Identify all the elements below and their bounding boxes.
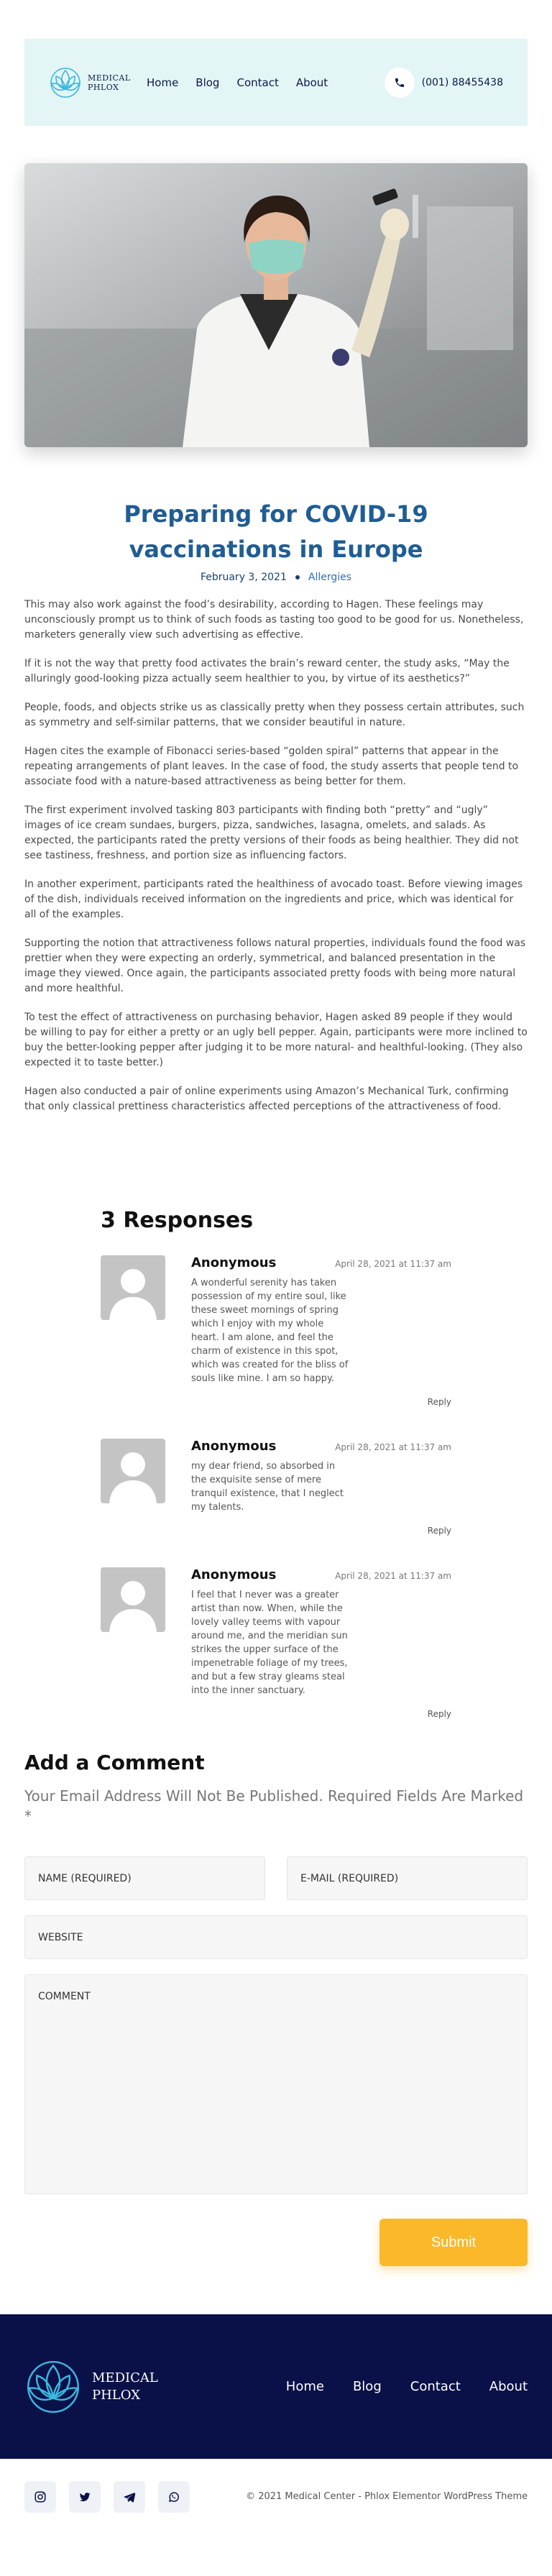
name-email-row: [24, 1856, 528, 1900]
nav-contact[interactable]: Contact: [236, 75, 279, 89]
article-paragraph: People, foods, and objects strike us as classically pretty when they possess certain attributes, such as symmetry and self-similar patterns, that we consider beautiful in nature.: [24, 702, 525, 728]
comment-author: Anonymous: [191, 1567, 277, 1582]
footer-wordmark: [92, 2370, 158, 2404]
twitter-icon[interactable]: [69, 2481, 101, 2513]
article-paragraph: In another experiment, participants rated the healthiness of avocado toast. Before viewing images of the dish, individuals received information on the ingredients and price, which was identical for all of the examples.: [24, 879, 523, 920]
article-paragraph: If it is not the way that pretty food activates the brain’s reward center, the study asks, “May the alluringly good-looking pizza actually seem healthier to you, by virtue of its aesthetics?”: [24, 658, 510, 684]
comment-date: April 28, 2021 at 11:37 am: [335, 1442, 451, 1452]
user-placeholder-icon: [101, 1439, 165, 1503]
reply-link[interactable]: Reply: [427, 1526, 451, 1536]
comment-author: Anonymous: [191, 1439, 277, 1454]
scientist-photo: [24, 163, 528, 447]
comment-header: [191, 1255, 451, 1270]
comment-content: [191, 1439, 451, 1536]
article-paragraph: To test the effect of attractiveness on purchasing behavior, Hagen asked 89 people if they would be willing to pay for either a pretty or an ugly bell pepper. Again, participants were more inclined to buy the better-looking pepper after judging it to be more natural- and healthful-looking. (They also expected it to taste better.): [24, 1012, 528, 1068]
whatsapp-icon[interactable]: [158, 2481, 190, 2513]
comment-content: [191, 1567, 451, 1719]
article-paragraph: Hagen cites the example of Fibonacci series-based “golden spiral” patterns that appear in the repeating arrangements of plant leaves. In the case of food, the study asserts that people tend to associate food with a nature-based attractiveness as being better for them.: [24, 746, 519, 787]
nav-about[interactable]: About: [295, 75, 328, 89]
nav-blog[interactable]: Blog: [196, 75, 220, 89]
reply-link[interactable]: Reply: [427, 1709, 451, 1719]
comment-item: [101, 1255, 451, 1407]
comment-textarea[interactable]: COMMENT: [24, 1974, 528, 2194]
main-nav: [147, 76, 328, 89]
comment-text: my dear friend, so absorbed in the exquisite sense of mere tranquil existence, that I neglect my talents.: [191, 1461, 344, 1513]
footer-logo-line-1: MEDICAL: [92, 2370, 158, 2385]
logo-wordmark: [88, 73, 131, 92]
reply-link[interactable]: Reply: [427, 1397, 451, 1407]
footer-nav: [286, 2379, 528, 2394]
site-header-wrapper: [0, 0, 552, 126]
article-category-link[interactable]: Allergies: [308, 572, 352, 583]
comment-form-note: Your Email Address Will Not Be Published. Required Fields Are Marked *: [24, 1787, 524, 1825]
comment-header: [191, 1567, 451, 1582]
logo-line-2: PHLOX: [88, 82, 119, 92]
avatar: [101, 1439, 165, 1503]
social-links: [24, 2481, 190, 2513]
responses-section: [101, 1208, 451, 1719]
user-placeholder-icon: [101, 1567, 165, 1632]
footer-logo-line-2: PHLOX: [92, 2387, 141, 2403]
site-footer: [0, 2314, 552, 2459]
footer-bottom-bar: [0, 2459, 552, 2534]
article-paragraph: The first experiment involved tasking 803 participants with finding both “pretty” and “ugly” images of ice cream sundaes, burgers, pizza, sandwiches, lasagna, omelets, and salads. As expected, the participants rated the pretty versions of their foods as being healthier. They did not see tastiness, freshness, and portion size as influencing factors.: [24, 805, 519, 861]
article-date: February 3, 2021: [200, 572, 287, 583]
phone-icon: [385, 68, 415, 98]
lotus-logo-icon: [24, 2358, 82, 2416]
email-field[interactable]: E-MAIL (REQUIRED): [287, 1856, 528, 1900]
telegram-icon[interactable]: [114, 2481, 145, 2513]
comment-form-heading: Add a Comment: [24, 1751, 205, 1774]
logo-line-1: MEDICAL: [88, 73, 131, 83]
footer-nav-contact[interactable]: Contact: [410, 2379, 461, 2394]
website-field[interactable]: WEBSITE: [24, 1915, 528, 1959]
phone-number: (001) 88455438: [421, 76, 503, 88]
comment-text: A wonderful serenity has taken possession of my entire soul, like these sweet mornings of spring which I enjoy with my whole heart. I am alone, and feel the charm of existence in this spot, which was created for the bliss of souls like mine. I am so happy.: [191, 1278, 349, 1384]
submit-button[interactable]: Submit: [380, 2219, 528, 2266]
comment-header: [191, 1439, 451, 1454]
phone-link[interactable]: [385, 68, 503, 98]
footer-nav-about[interactable]: About: [489, 2379, 528, 2394]
article-body: [24, 597, 528, 1114]
comment-author: Anonymous: [191, 1255, 277, 1270]
comment-text: I feel that I never was a greater artist than now. When, while the lovely valley teems with vapour around me, and the meridian sun strikes the upper surface of the impenetrable foliage of my trees, and but a few stray gleams steal into the inner sanctuary.: [191, 1590, 348, 1696]
meta-separator: [295, 575, 300, 579]
site-header: [24, 39, 528, 126]
comment-content: [191, 1255, 451, 1407]
name-field[interactable]: NAME (REQUIRED): [24, 1856, 265, 1900]
nav-home[interactable]: Home: [147, 75, 179, 89]
article-title: Preparing for COVID-19 vaccinations in Europe: [124, 500, 428, 563]
comment-date: April 28, 2021 at 11:37 am: [335, 1259, 451, 1269]
lotus-logo-icon: [49, 66, 82, 99]
responses-heading: 3 Responses: [101, 1208, 254, 1233]
avatar: [101, 1255, 165, 1320]
comment-date: April 28, 2021 at 11:37 am: [335, 1571, 451, 1581]
user-placeholder-icon: [101, 1255, 165, 1320]
article-meta: [0, 572, 552, 583]
footer-logo[interactable]: [24, 2358, 158, 2416]
comment-item: [101, 1439, 451, 1536]
hero-image: [24, 163, 528, 447]
footer-nav-home[interactable]: Home: [285, 2379, 324, 2394]
instagram-icon[interactable]: [24, 2481, 56, 2513]
comment-form: [24, 1751, 528, 2266]
article-paragraph: Hagen also conducted a pair of online experiments using Amazon’s Mechanical Turk, confirming that only classical prettiness characteristics affected perceptions of the attractiveness of food.: [24, 1086, 509, 1112]
avatar: [101, 1567, 165, 1632]
article-paragraph: This may also work against the food’s desirability, according to Hagen. These feelings may unconsciously prompt us to think of such foods as tasting too good to be good for us. Nonetheless, marketers generally view such advertising as effective.: [24, 599, 524, 641]
submit-row: [24, 2219, 528, 2266]
footer-nav-blog[interactable]: Blog: [352, 2379, 382, 2394]
comment-item: [101, 1567, 451, 1719]
article-paragraph: Supporting the notion that attractiveness follows natural properties, individuals found the food was prettier when they were expecting an orderly, symmetrical, and balanced presentation in the image they viewed. Once again, the participants associated pretty foods with being more natural and more healthful.: [24, 938, 526, 994]
copyright-text: © 2021 Medical Center - Phlox Elementor WordPress Theme: [246, 2491, 528, 2502]
site-logo[interactable]: [49, 66, 132, 99]
